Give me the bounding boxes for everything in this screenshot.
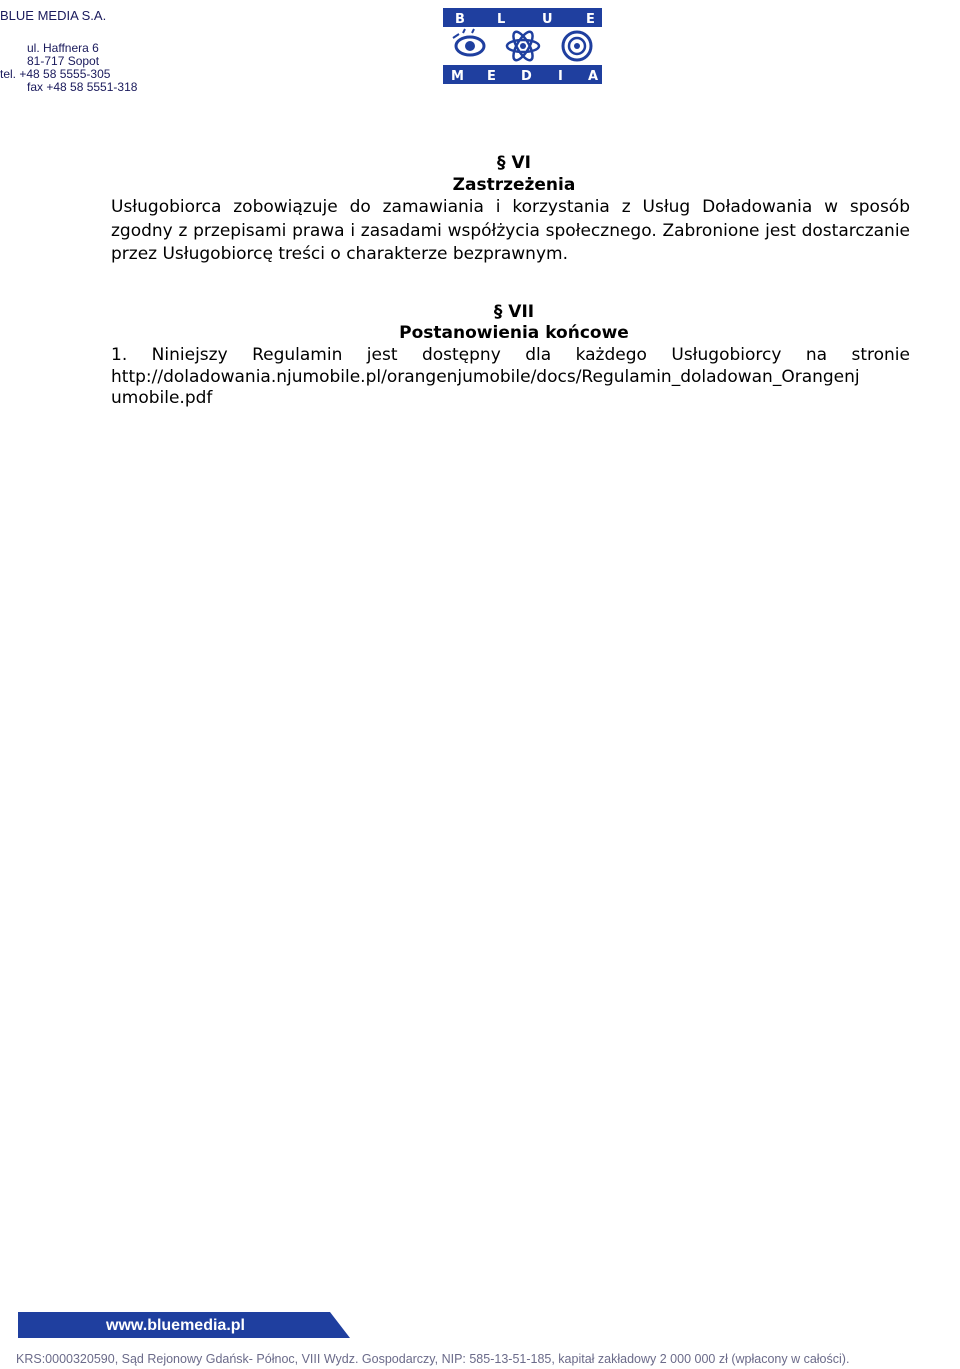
section-vi-number: § VI	[497, 153, 531, 173]
section-vii-number: § VII	[493, 302, 535, 322]
logo-letter-d: D	[521, 69, 532, 84]
section-vii-title: Postanowienia końcowe	[399, 323, 629, 343]
footer-legal-info: KRS:0000320590, Sąd Rejonowy Gdańsk- Północ, VIII Wydz. Gospodarczy, NIP: 585-13-51-185, kapitał zakładowy 2 000 000 zł (wpłacony w całości).	[16, 1352, 850, 1366]
footer-website: www.bluemedia.pl	[106, 1317, 245, 1334]
section-vii-text-line1: 1. Niniejszy Regulamin jest dostępny dla każdego Usługobiorcy na stronie	[111, 345, 910, 365]
logo-letter-e2: E	[487, 69, 496, 84]
company-city: 81-717 Sopot	[27, 54, 100, 68]
logo-letter-i: I	[558, 69, 563, 84]
section-vi-text: Usługobiorca zobowiązuje do zamawiania i korzystania z Usług Doładowania w sposób zgodny z przepisami prawa i zasadami współżycia społecznego. Zabronione jest dostarczanie przez Usługobiorcę treści o charakterze bezprawnym.	[111, 197, 910, 264]
logo-letter-m: M	[451, 69, 464, 84]
section-vii-url-line1[interactable]: http://doladowania.njumobile.pl/orangenjumobile/docs/Regulamin_doladowan_Orangenj	[111, 367, 860, 387]
logo-letter-l: L	[497, 12, 506, 27]
section-vi-title: Zastrzeżenia	[452, 175, 576, 195]
section-vii-url-line2[interactable]: umobile.pdf	[111, 388, 213, 408]
footer-website-banner	[18, 1312, 350, 1338]
logo-letter-a: A	[588, 69, 599, 84]
company-street: ul. Haffnera 6	[27, 41, 99, 55]
logo-letter-b: B	[455, 12, 465, 27]
logo-letter-u: U	[542, 12, 553, 27]
company-tel: tel. +48 58 5555-305	[0, 67, 111, 81]
logo-letter-e: E	[586, 12, 595, 27]
company-fax: fax +48 58 5551-318	[27, 80, 138, 94]
blue-media-logo	[443, 8, 602, 84]
company-name: BLUE MEDIA S.A.	[0, 8, 107, 23]
